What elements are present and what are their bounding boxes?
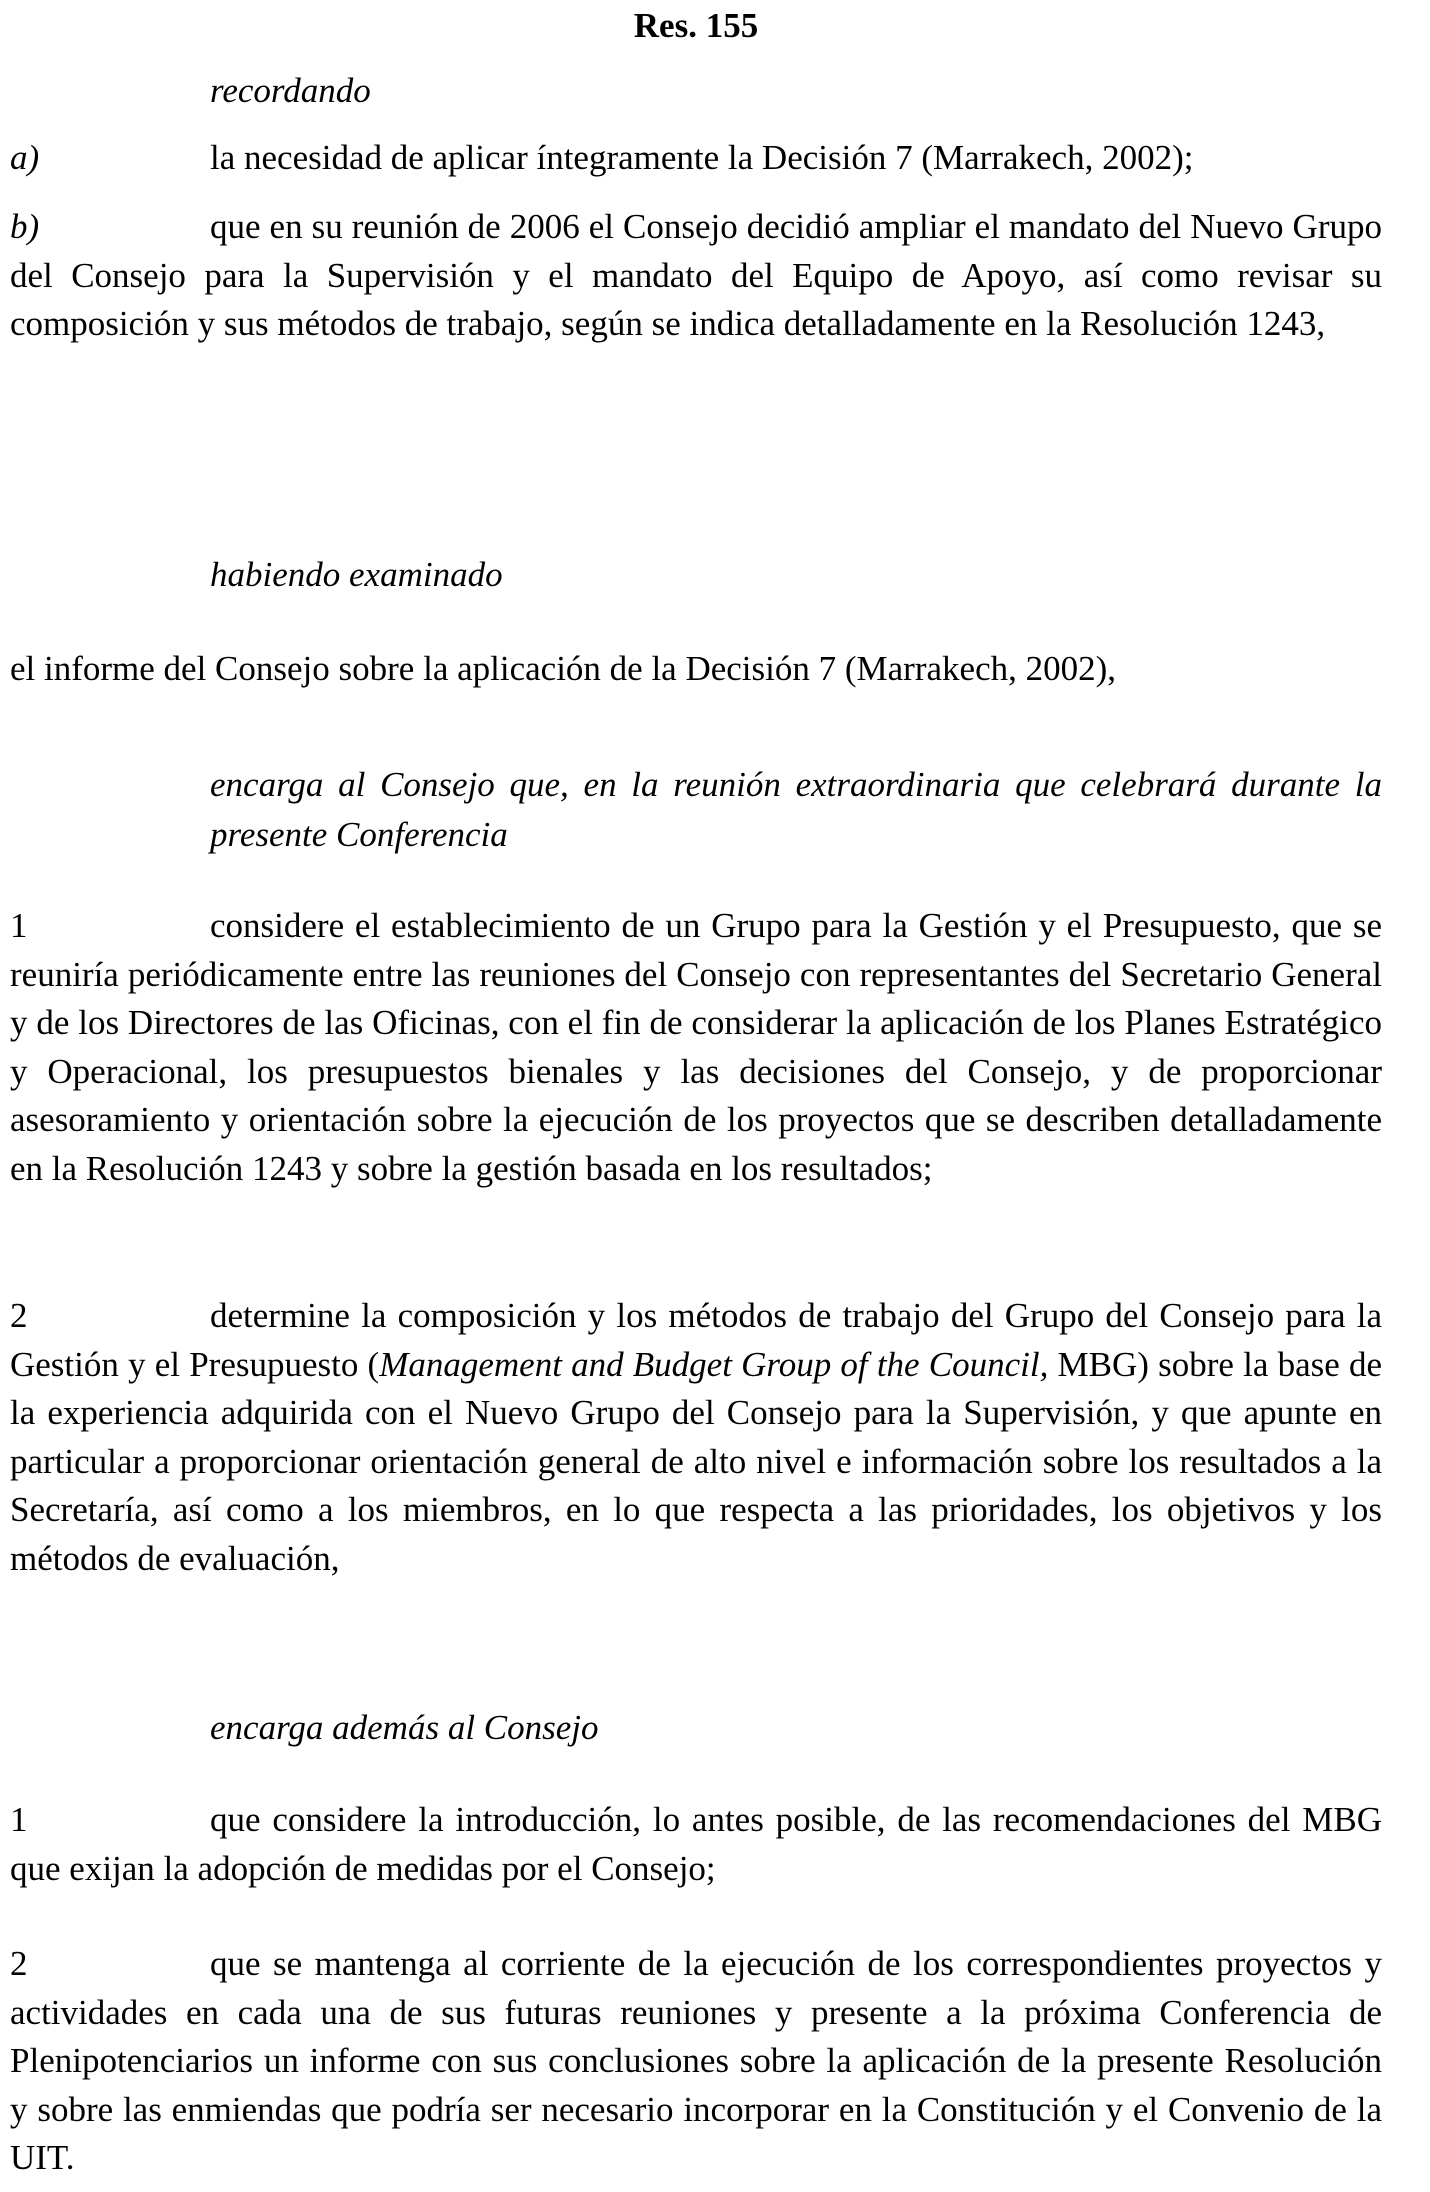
paragraph-ademas-2-text: que se mantenga al corriente de la ejecución de los correspondientes proyectos y actividades en cada una de sus futuras reuniones y presente a la próxima Conferencia de Plenipotenciarios un informe con sus conclusiones sobre la aplicación de la presente Resolución y sobre las enmiendas que podría ser necesario incorporar en la Constitución y el Convenio de la UIT.: [10, 1944, 1382, 2177]
paragraph-encarga-1: [10, 902, 1382, 1193]
heading-habiendo-examinado: habiendo examinado: [210, 555, 503, 594]
paragraph-ademas-1: [10, 1796, 1382, 1893]
paragraph-encarga-1-text: considere el establecimiento de un Grupo para la Gestión y el Presupuesto, que se reuniría periódicamente entre las reuniones del Consejo con representantes del Secretario General y de los Directores de las Oficinas, con el fin de considerar la aplicación de los Planes Estratégico y Operacional, los presupuestos bienales y las decisiones del Consejo, y de proporcionar asesoramiento y orientación sobre la ejecución de los proyectos que se describen detalladamente en la Resolución 1243 y sobre la gestión basada en los resultados;: [10, 906, 1382, 1188]
paragraph-a: [10, 134, 1382, 183]
paragraph-encarga-2-text-italic: Management and Budget Group of the Council,: [379, 1344, 1049, 1384]
paragraph-b-text: que en su reunión de 2006 el Consejo decidió ampliar el mandato del Nuevo Grupo del Consejo para la Supervisión y el mandato del Equipo de Apoyo, así como revisar su composición y sus métodos de trabajo, según se indica detalladamente en la Resolución 1243,: [10, 207, 1382, 343]
paragraph-encarga-2-text-a: determine la composición y los métodos de trabajo del Grupo del Consejo para la Gestión y el Presupuesto (: [10, 1296, 1382, 1384]
paragraph-encarga-2: [10, 1292, 1382, 1583]
heading-recordando: recordando: [210, 71, 371, 110]
paragraph-a-label: a): [10, 138, 40, 177]
paragraph-encarga-2-label: 2: [10, 1296, 28, 1335]
paragraph-ademas-1-label: 1: [10, 1800, 28, 1839]
paragraph-encarga-1-label: 1: [10, 906, 28, 945]
paragraph-encarga-2-text-b: MBG) sobre la base de la experiencia adquirida con el Nuevo Grupo del Consejo para la Supervisión, y que apunte en particular a proporcionar orientación general de alto nivel e información sobre los resultados a la Secretaría, así como a los miembros, en lo que respecta a las prioridades, los objetivos y los métodos de evaluación,: [10, 1344, 1382, 1578]
paragraph-a-text: la necesidad de aplicar íntegramente la Decisión 7 (Marrakech, 2002);: [210, 138, 1194, 177]
paragraph-informe: el informe del Consejo sobre la aplicación de la Decisión 7 (Marrakech, 2002),: [10, 649, 1117, 688]
paragraph-ademas-2: [10, 1940, 1382, 2183]
paragraph-b-label: b): [10, 207, 40, 246]
page-header: Res. 155: [633, 6, 759, 45]
heading-encarga-ademas: encarga además al Consejo: [210, 1708, 599, 1747]
paragraph-ademas-1-text: que considere la introducción, lo antes posible, de las recomendaciones del MBG que exijan la adopción de medidas por el Consejo;: [10, 1800, 1382, 1888]
paragraph-ademas-2-label: 2: [10, 1944, 28, 1983]
heading-encarga: encarga al Consejo que, en la reunión extraordinaria que celebrará durante la presente Conferencia: [210, 765, 1382, 854]
paragraph-b: [10, 203, 1382, 349]
